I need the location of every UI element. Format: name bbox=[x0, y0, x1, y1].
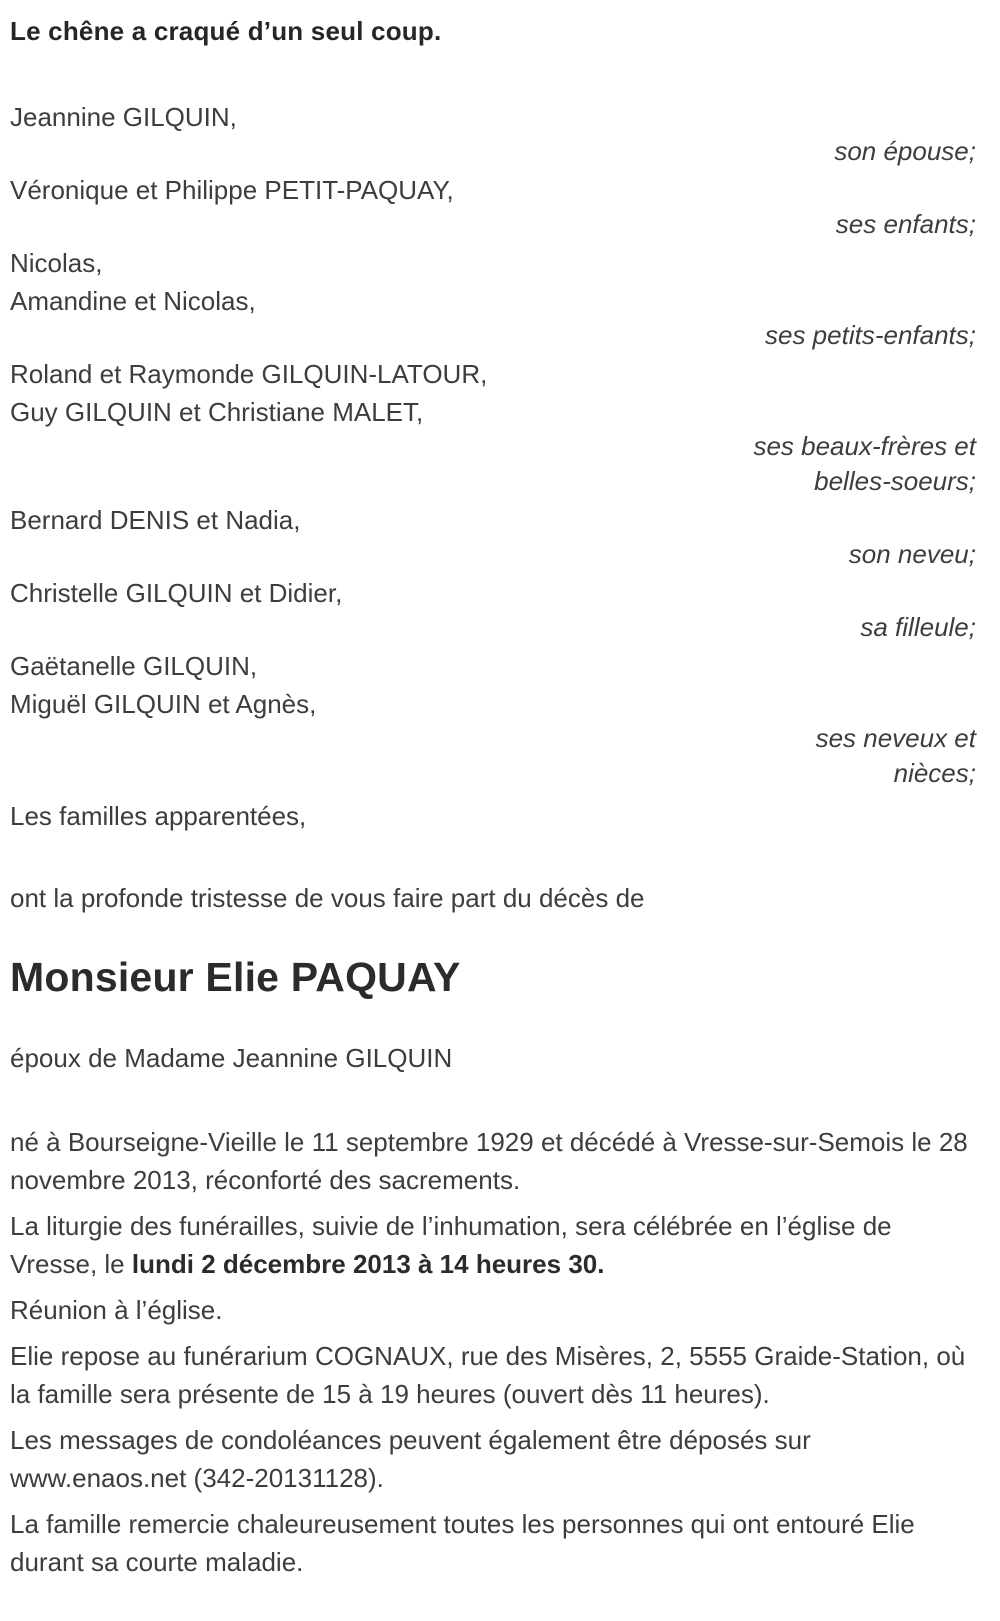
liturgy-datetime: lundi 2 décembre 2013 à 14 heures 30. bbox=[131, 1249, 605, 1279]
relation-label: son épouse; bbox=[834, 136, 976, 166]
liturgy-line bbox=[10, 1207, 976, 1283]
meeting-line: Réunion à l’église. bbox=[10, 1295, 223, 1325]
condolences-line: Les messages de condoléances peuvent également être déposés sur www.enaos.net (342-20131128). bbox=[10, 1425, 811, 1493]
liturgy-text: La liturgie des funérailles, suivie de l’inhumation, sera célébrée en l’église de Vresse, le bbox=[10, 1211, 892, 1279]
relative-group bbox=[10, 171, 976, 244]
relation-label: ses beaux-frères et bbox=[753, 431, 976, 461]
opening-quote: Le chêne a craqué d’un seul coup. bbox=[10, 16, 442, 46]
families-line: Les familles apparentées, bbox=[10, 801, 307, 831]
relation-label: son neveu; bbox=[848, 539, 976, 569]
birth-death-line: né à Bourseigne-Vieille le 11 septembre 1929 et décédé à Vresse-sur-Semois le 28 novembre 2013, réconforté des sacrements. bbox=[10, 1127, 968, 1195]
relative-names-line: Gaëtanelle GILQUIN, bbox=[10, 651, 258, 681]
relation-label: ses enfants; bbox=[835, 209, 976, 239]
deceased-name: Monsieur Elie PAQUAY bbox=[10, 954, 461, 1000]
relation-label: nièces; bbox=[893, 758, 976, 788]
relative-names-line: Miguël GILQUIN et Agnès, bbox=[10, 689, 317, 719]
relative-group bbox=[10, 355, 976, 501]
funeral-home-line: Elie repose au funérarium COGNAUX, rue des Misères, 2, 5555 Graide-Station, où la famille sera présente de 15 à 19 heures (ouvert dès 11 heures). bbox=[10, 1341, 966, 1409]
relative-names-line: Christelle GILQUIN et Didier, bbox=[10, 578, 343, 608]
relative-group bbox=[10, 574, 976, 647]
relatives-list bbox=[10, 98, 976, 793]
relative-names-line: Roland et Raymonde GILQUIN-LATOUR, bbox=[10, 359, 488, 389]
relation-label: sa filleule; bbox=[860, 612, 976, 642]
thanks-line: La famille remercie chaleureusement toutes les personnes qui ont entouré Elie durant sa courte maladie. bbox=[10, 1509, 915, 1577]
relation-label: belles-soeurs; bbox=[814, 466, 976, 496]
relative-group bbox=[10, 501, 976, 574]
relative-names-line: Amandine et Nicolas, bbox=[10, 286, 256, 316]
announcement-line: ont la profonde tristesse de vous faire part du décès de bbox=[10, 883, 645, 913]
relation-label: ses petits-enfants; bbox=[765, 320, 976, 350]
relative-group bbox=[10, 647, 976, 793]
spouse-line: époux de Madame Jeannine GILQUIN bbox=[10, 1043, 453, 1073]
relative-names-line: Véronique et Philippe PETIT-PAQUAY, bbox=[10, 175, 454, 205]
relative-group bbox=[10, 244, 976, 355]
relative-names-line: Nicolas, bbox=[10, 248, 103, 278]
relative-names-line: Bernard DENIS et Nadia, bbox=[10, 505, 301, 535]
relative-names-line: Jeannine GILQUIN, bbox=[10, 102, 237, 132]
relation-label: ses neveux et bbox=[815, 723, 976, 753]
relative-names-line: Guy GILQUIN et Christiane MALET, bbox=[10, 397, 424, 427]
relative-group bbox=[10, 98, 976, 171]
